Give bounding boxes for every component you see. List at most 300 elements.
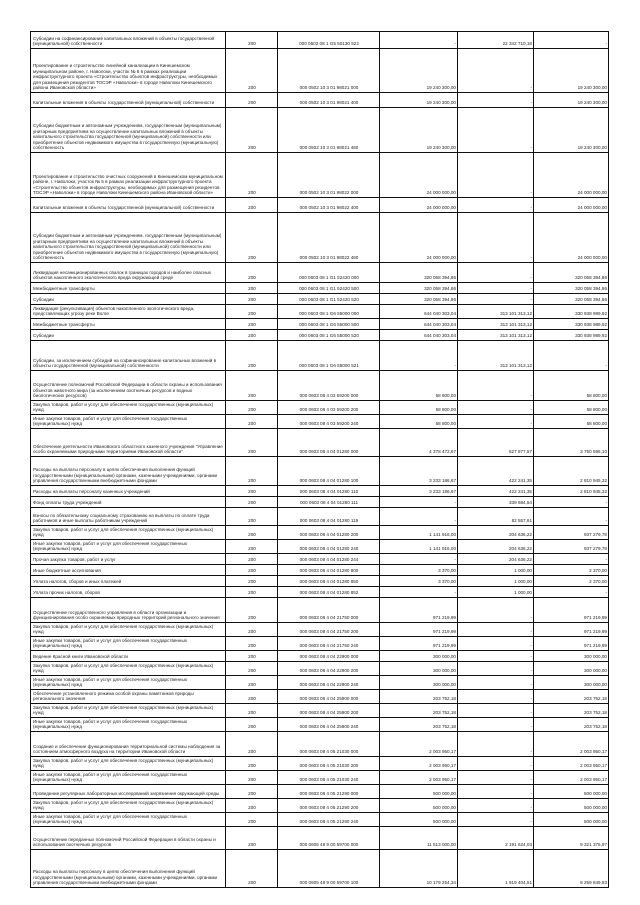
row-executed-amount: 313 101 313,12	[458, 319, 534, 330]
row-description: Расходы на выплаты персоналу в целях обеспечения выполнения функций государственными (муниципальными) органами, казенными учреждениями, органами управления государственными внебюджетными фондами	[31, 457, 226, 486]
row-budget-classification-code: 000 0603 08 4 04 01280 850	[278, 576, 380, 587]
row-description: Прочая закупка товаров, работ и услуг	[31, 554, 226, 565]
row-executed-amount: 204 636,22	[458, 540, 534, 554]
row-description: Закупка товаров, работ и услуг для обеспечения государственных (муниципальных) нужд	[31, 704, 226, 718]
row-description: Расходы на выплаты персоналу в целях обеспечения выполнения функций государственными (муниципальными) органами, казенными учреждениями, органами управления государственными внебюджетными фондами	[31, 850, 226, 888]
row-unexecuted-amount: 330 938 989,92	[534, 305, 609, 319]
table-row	[31, 108, 609, 153]
row-budget-classification-code: 000 0603 08 4 04 22900 000	[278, 651, 380, 662]
row-line-code: 200	[226, 850, 278, 888]
row-approved-amount: 971 219,99	[380, 598, 458, 623]
row-budget-classification-code: 000 0603 08 4 04 21750 200	[278, 623, 380, 637]
row-approved-amount: 644 040 303,04	[380, 330, 458, 341]
row-executed-amount: 1 919 404,51	[458, 850, 534, 888]
row-description: Иные закупки товаров, работ и услуг для обеспечения государственных (муниципальных) нужд	[31, 813, 226, 827]
row-budget-classification-code: 000 0603 08 1 G6 55000 500	[278, 319, 380, 330]
row-unexecuted-amount: -	[534, 554, 609, 565]
row-executed-amount: -	[458, 813, 534, 827]
row-executed-amount: -	[458, 49, 534, 93]
row-approved-amount: 644 040 303,04	[380, 319, 458, 330]
row-executed-amount: 204 636,22	[458, 554, 534, 565]
row-unexecuted-amount: 971 219,99	[534, 623, 609, 637]
row-description: Уплата налогов, сборов и иных платежей	[31, 576, 226, 587]
row-line-code: 200	[226, 429, 278, 457]
row-description: Ликвидация (рекультивация) объектов накопленного экологического вреда, представляющих угрозу реке Волге	[31, 305, 226, 319]
row-approved-amount: 24 000 000,00	[380, 153, 458, 198]
row-executed-amount: -	[458, 93, 534, 108]
table-row	[31, 93, 609, 108]
row-approved-amount: 203 752,18	[380, 704, 458, 718]
row-line-code: 200	[226, 526, 278, 540]
row-approved-amount: -	[380, 587, 458, 598]
row-approved-amount: 2 003 950,17	[380, 732, 458, 757]
row-line-code: 200	[226, 415, 278, 429]
row-line-code: 200	[226, 651, 278, 662]
row-executed-amount: 2 191 624,03	[458, 827, 534, 850]
row-approved-amount: 2 003 950,17	[380, 771, 458, 785]
row-approved-amount: -	[380, 508, 458, 526]
table-row	[31, 676, 609, 690]
table-row	[31, 598, 609, 623]
row-unexecuted-amount: 500 000,00	[534, 813, 609, 827]
row-unexecuted-amount: 2 370,00	[534, 576, 609, 587]
table-row	[31, 554, 609, 565]
row-line-code: 200	[226, 799, 278, 813]
row-unexecuted-amount: 330 938 989,92	[534, 319, 609, 330]
row-budget-classification-code: 000 0603 08 4 04 01280 800	[278, 565, 380, 576]
row-approved-amount: 3 370,00	[380, 576, 458, 587]
row-budget-classification-code: 000 0605 48 9 00 59700 100	[278, 850, 380, 888]
row-unexecuted-amount: -	[534, 587, 609, 598]
row-unexecuted-amount: 58 800,00	[534, 415, 609, 429]
row-description: Капитальные вложения в объекты государственной (муниципальной) собственности	[31, 198, 226, 213]
table-row	[31, 850, 609, 888]
row-budget-classification-code: 000 0603 08 4 04 25900 200	[278, 704, 380, 718]
row-approved-amount: 24 000 000,00	[380, 213, 458, 263]
row-line-code: 200	[226, 213, 278, 263]
table-row	[31, 497, 609, 508]
row-executed-amount: -	[458, 598, 534, 623]
row-unexecuted-amount: 937 279,78	[534, 526, 609, 540]
row-description: Иные закупки товаров, работ и услуг для обеспечения государственных (муниципальных) нужд	[31, 771, 226, 785]
table-row	[31, 371, 609, 401]
row-budget-classification-code: 000 0502 10 3 01 98021 000	[278, 49, 380, 93]
row-unexecuted-amount: 3 750 595,10	[534, 429, 609, 457]
row-unexecuted-amount: 2 003 950,17	[534, 732, 609, 757]
row-executed-amount: 422 241,35	[458, 457, 534, 486]
row-approved-amount: 19 240 300,00	[380, 108, 458, 153]
row-unexecuted-amount: -	[534, 508, 609, 526]
row-approved-amount: 58 800,00	[380, 401, 458, 415]
row-description: Иные бюджетные ассигнования	[31, 565, 226, 576]
row-description: Обеспечение установленного режима особой охраны памятников природы регионального значения	[31, 690, 226, 704]
table-row	[31, 757, 609, 771]
row-description: Капитальные вложения в объекты государственной (муниципальной) собственности	[31, 93, 226, 108]
row-description: Субсидии	[31, 330, 226, 341]
row-unexecuted-amount: 300 000,00	[534, 662, 609, 676]
row-description: Субсидии на софинансирование капитальных вложений в объекты государственной (муниципальной) собственности	[31, 32, 226, 49]
row-budget-classification-code: 000 0603 08 1 G1 52420 000	[278, 263, 380, 283]
row-description: Закупка товаров, работ и услуг для обеспечения государственных (муниципальных) нужд	[31, 401, 226, 415]
row-budget-classification-code: 000 0603 08 4 04 01280 119	[278, 508, 380, 526]
row-description: Межбюджетные трансферты	[31, 283, 226, 294]
row-executed-amount: 313 101 313,12	[458, 341, 534, 371]
row-approved-amount: 58 800,00	[380, 415, 458, 429]
row-executed-amount: -	[458, 213, 534, 263]
row-executed-amount: -	[458, 690, 534, 704]
row-unexecuted-amount: 300 000,00	[534, 651, 609, 662]
row-description: Уплата прочих налогов, сборов	[31, 587, 226, 598]
row-executed-amount: -	[458, 732, 534, 757]
row-budget-classification-code: 000 0603 08 1 G1 52420 520	[278, 294, 380, 305]
row-line-code: 200	[226, 587, 278, 598]
table-row	[31, 623, 609, 637]
row-description: Иные закупки товаров, работ и услуг для обеспечения государственных (муниципальных) нужд	[31, 415, 226, 429]
row-line-code: 200	[226, 732, 278, 757]
row-line-code: 200	[226, 108, 278, 153]
row-approved-amount: 500 000,00	[380, 813, 458, 827]
row-unexecuted-amount: 58 800,00	[534, 371, 609, 401]
row-unexecuted-amount: 203 752,18	[534, 704, 609, 718]
row-approved-amount: 320 058 394,86	[380, 294, 458, 305]
row-budget-classification-code: 000 0603 08 4 04 01280 200	[278, 526, 380, 540]
row-executed-amount: -	[458, 637, 534, 651]
table-row	[31, 813, 609, 827]
table-row	[31, 690, 609, 704]
row-unexecuted-amount: 19 240 300,00	[534, 93, 609, 108]
row-line-code: 200	[226, 153, 278, 198]
row-unexecuted-amount: 330 938 989,92	[534, 330, 609, 341]
row-description: Межбюджетные трансферты	[31, 319, 226, 330]
row-approved-amount: 11 513 000,00	[380, 827, 458, 850]
row-approved-amount: 3 370,00	[380, 565, 458, 576]
row-line-code: 200	[226, 704, 278, 718]
row-budget-classification-code: 000 0502 10 3 01 98022 000	[278, 153, 380, 198]
row-approved-amount: -	[380, 32, 458, 49]
row-unexecuted-amount: 8 259 849,83	[534, 850, 609, 888]
row-unexecuted-amount: 2 810 945,32	[534, 457, 609, 486]
row-approved-amount: 971 219,99	[380, 623, 458, 637]
row-budget-classification-code: 000 0603 08 4 04 22900 200	[278, 662, 380, 676]
row-description: Закупка товаров, работ и услуг для обеспечения государственных (муниципальных) нужд	[31, 757, 226, 771]
row-approved-amount: 300 000,00	[380, 651, 458, 662]
row-approved-amount: 2 003 950,17	[380, 757, 458, 771]
row-description: Создание и обеспечение функционирования территориальной системы наблюдения за состоянием атмосферного воздуха на территории Ивановской области	[31, 732, 226, 757]
row-budget-classification-code: 000 0603 08 4 04 22900 240	[278, 676, 380, 690]
row-line-code: 200	[226, 93, 278, 108]
row-executed-amount: -	[458, 263, 534, 283]
row-executed-amount: -	[458, 401, 534, 415]
row-unexecuted-amount: 2 003 950,17	[534, 757, 609, 771]
row-line-code: 200	[226, 576, 278, 587]
table-row	[31, 704, 609, 718]
row-unexecuted-amount: 203 752,18	[534, 718, 609, 732]
row-budget-classification-code: 000 0603 08 4 04 01280 100	[278, 457, 380, 486]
row-executed-amount: -	[458, 415, 534, 429]
row-executed-amount: -	[458, 799, 534, 813]
row-budget-classification-code: 000 0603 08 4 04 21750 000	[278, 598, 380, 623]
row-description: Закупка товаров, работ и услуг для обеспечения государственных (муниципальных) нужд	[31, 662, 226, 676]
row-unexecuted-amount: 2 370,00	[534, 565, 609, 576]
table-row	[31, 457, 609, 486]
row-description: Взносы по обязательному социальному страхованию на выплаты по оплате труда работников и иные выплаты работникам учреждений	[31, 508, 226, 526]
row-budget-classification-code: 000 0603 08 4 03 59200 240	[278, 415, 380, 429]
table-row	[31, 49, 609, 93]
row-executed-amount: -	[458, 623, 534, 637]
table-row	[31, 732, 609, 757]
row-executed-amount: -	[458, 771, 534, 785]
row-unexecuted-amount: 971 219,99	[534, 598, 609, 623]
row-budget-classification-code: 000 0603 08 1 G6 55000 000	[278, 305, 380, 319]
row-description: Иные закупки товаров, работ и услуг для обеспечения государственных (муниципальных) нужд	[31, 637, 226, 651]
row-executed-amount: 313 101 313,12	[458, 305, 534, 319]
row-budget-classification-code: 000 0603 08 4 04 01280 240	[278, 540, 380, 554]
row-executed-amount: 422 241,35	[458, 486, 534, 497]
row-line-code: 200	[226, 827, 278, 850]
row-line-code: 200	[226, 305, 278, 319]
row-budget-classification-code: 000 0603 08 4 05 21290 000	[278, 785, 380, 799]
row-approved-amount: 320 058 394,86	[380, 283, 458, 294]
row-unexecuted-amount: 320 058 394,86	[534, 283, 609, 294]
row-line-code: 200	[226, 294, 278, 305]
row-budget-classification-code: 000 0603 08 1 G1 52420 500	[278, 283, 380, 294]
row-description: Расходы на выплаты персоналу казенных учреждений	[31, 486, 226, 497]
table-row	[31, 662, 609, 676]
row-executed-amount: -	[458, 662, 534, 676]
row-line-code: 200	[226, 757, 278, 771]
row-executed-amount: -	[458, 108, 534, 153]
row-unexecuted-amount: 24 000 000,00	[534, 198, 609, 213]
row-description: Осуществление полномочий Российской Федерации в области охраны и использования объектов животного мира (за исключением охотничьих ресурсов и водных биологических ресурсов)	[31, 371, 226, 401]
row-executed-amount: 1 000,00	[458, 576, 534, 587]
row-line-code: 200	[226, 785, 278, 799]
row-approved-amount: -	[380, 554, 458, 565]
row-executed-amount: 313 101 313,12	[458, 330, 534, 341]
row-unexecuted-amount: 500 000,00	[534, 785, 609, 799]
row-executed-amount: -	[458, 198, 534, 213]
row-budget-classification-code: 000 0603 08 1 G6 55000 520	[278, 330, 380, 341]
row-line-code: 200	[226, 813, 278, 827]
row-budget-classification-code: 000 0603 08 4 05 21030 000	[278, 732, 380, 757]
row-description: Субсидии бюджетным и автономным учреждениям, государственным (муниципальным) унитарным предприятиям на осуществление капитальных вложений в объекты капитального строительства государственной (муниципальной) собственности или приобретение объектов недвижимого имущества в государственную (муниципальную) собственность	[31, 108, 226, 153]
table-row	[31, 198, 609, 213]
table-row	[31, 526, 609, 540]
row-description: Субсидии бюджетным и автономным учреждениям, государственным (муниципальным) унитарным предприятиям на осуществление капитальных вложений в объекты капитального строительства государственной (муниципальной) собственности или приобретение объектов недвижимого имущества в государственную (муниципальную) собственность	[31, 213, 226, 263]
row-line-code: 200	[226, 554, 278, 565]
row-executed-amount: -	[458, 676, 534, 690]
row-line-code: 200	[226, 371, 278, 401]
row-description: Иные закупки товаров, работ и услуг для обеспечения государственных (муниципальных) нужд	[31, 676, 226, 690]
row-approved-amount: 1 141 916,00	[380, 540, 458, 554]
row-description: Закупка товаров, работ и услуг для обеспечения государственных (муниципальных) нужд	[31, 623, 226, 637]
row-description: Проведение регулярных лабораторных исследований загрязнения окружающей среды	[31, 785, 226, 799]
row-description: Осуществление государственного управления в области организации и функционирования особо охраняемых природных территорий регионального значения	[31, 598, 226, 623]
row-line-code: 200	[226, 263, 278, 283]
row-line-code: 200	[226, 718, 278, 732]
table-row	[31, 401, 609, 415]
row-description: Проектирование и строительство очистных сооружений в Кинешемском муниципальном районе, г. Наволоки, участок № 5 в рамках реализации инфраструктурного проекта «Строительство объектов инфраструктуры, необходимых для размещения резидентов ТОСЭР «Наволоки» в городе Наволоки Кинешемского района Ивановской области»	[31, 153, 226, 198]
row-line-code: 200	[226, 508, 278, 526]
row-unexecuted-amount: -	[534, 32, 609, 49]
table-row	[31, 508, 609, 526]
row-executed-amount: 627 877,57	[458, 429, 534, 457]
row-budget-classification-code: 000 0603 08 4 03 59200 200	[278, 401, 380, 415]
row-unexecuted-amount: 937 279,78	[534, 540, 609, 554]
row-budget-classification-code: 000 0603 08 4 05 21030 240	[278, 771, 380, 785]
row-approved-amount: 58 800,00	[380, 371, 458, 401]
row-line-code: 200	[226, 540, 278, 554]
row-unexecuted-amount: 203 752,18	[534, 690, 609, 704]
row-approved-amount: 500 000,00	[380, 799, 458, 813]
row-approved-amount: 3 233 186,67	[380, 486, 458, 497]
row-approved-amount: 971 219,99	[380, 637, 458, 651]
row-approved-amount: 10 179 254,34	[380, 850, 458, 888]
table-row	[31, 330, 609, 341]
row-unexecuted-amount: 2 810 945,32	[534, 486, 609, 497]
row-unexecuted-amount: 320 058 394,86	[534, 294, 609, 305]
row-executed-amount: -	[458, 757, 534, 771]
row-unexecuted-amount: 2 003 950,17	[534, 771, 609, 785]
row-line-code: 200	[226, 497, 278, 508]
row-approved-amount: 500 000,00	[380, 785, 458, 799]
row-line-code: 200	[226, 401, 278, 415]
row-budget-classification-code: 000 0603 08 4 04 25900 240	[278, 718, 380, 732]
row-line-code: 200	[226, 676, 278, 690]
row-unexecuted-amount: 19 240 300,00	[534, 108, 609, 153]
row-line-code: 200	[226, 771, 278, 785]
row-line-code: 200	[226, 198, 278, 213]
budget-execution-table	[30, 31, 609, 888]
row-line-code: 200	[226, 637, 278, 651]
row-approved-amount: 3 233 186,67	[380, 457, 458, 486]
row-budget-classification-code: 000 0603 08 4 04 25900 000	[278, 690, 380, 704]
table-row	[31, 213, 609, 263]
row-budget-classification-code: 000 0603 08 4 04 01280 110	[278, 486, 380, 497]
row-approved-amount: 1 141 916,00	[380, 526, 458, 540]
row-executed-amount: -	[458, 153, 534, 198]
row-approved-amount: 4 378 472,67	[380, 429, 458, 457]
table-row	[31, 587, 609, 598]
row-approved-amount: 644 040 303,04	[380, 305, 458, 319]
row-budget-classification-code: 000 0603 08 1 G6 55000 521	[278, 341, 380, 371]
row-unexecuted-amount: -	[534, 497, 609, 508]
row-description: Осуществление переданных полномочий Российской Федерации в области охраны и использования охотничьих ресурсов	[31, 827, 226, 850]
row-line-code: 200	[226, 486, 278, 497]
row-budget-classification-code: 000 0603 08 4 04 01280 852	[278, 587, 380, 598]
row-executed-amount: 1 000,00	[458, 565, 534, 576]
table-body	[31, 32, 609, 888]
row-budget-classification-code: 000 0502 10 3 01 98022 400	[278, 198, 380, 213]
row-line-code: 200	[226, 319, 278, 330]
row-unexecuted-amount: -	[534, 341, 609, 371]
row-description: Иные закупки товаров, работ и услуг для обеспечения государственных (муниципальных) нужд	[31, 540, 226, 554]
row-executed-amount: -	[458, 704, 534, 718]
row-budget-classification-code: 000 0603 08 4 04 01280 244	[278, 554, 380, 565]
table-row	[31, 827, 609, 850]
row-budget-classification-code: 000 0603 08 4 03 59200 000	[278, 371, 380, 401]
table-row	[31, 263, 609, 283]
row-budget-classification-code: 000 0603 08 4 04 01280 000	[278, 429, 380, 457]
row-budget-classification-code: 000 0502 10 3 01 98021 460	[278, 108, 380, 153]
row-budget-classification-code: 000 0603 08 4 05 21290 200	[278, 799, 380, 813]
row-approved-amount: 24 000 000,00	[380, 198, 458, 213]
row-line-code: 200	[226, 283, 278, 294]
table-row	[31, 486, 609, 497]
row-unexecuted-amount: 971 219,99	[534, 637, 609, 651]
row-approved-amount: 19 240 300,00	[380, 93, 458, 108]
row-executed-amount: -	[458, 294, 534, 305]
row-description: Ликвидация несанкционированных свалок в границах городов и наиболее опасных объектов накопленного экологического вреда окружающей среде	[31, 263, 226, 283]
row-approved-amount: 300 000,00	[380, 676, 458, 690]
row-executed-amount: -	[458, 651, 534, 662]
row-description: Фонд оплаты труда учреждений	[31, 497, 226, 508]
row-executed-amount: -	[458, 283, 534, 294]
row-approved-amount: -	[380, 497, 458, 508]
row-executed-amount: 22 342 710,18	[458, 32, 534, 49]
row-description: Проектирование и строительство линейной канализации в Кинешемском муниципальном районе, г. Наволоки, участок № 6 в рамках реализации инфраструктурного проекта «Строительство объектов инфраструктуры, необходимых для размещения резидентов ТОСЭР «Наволоки» в городе Наволоки Кинешемского района Ивановской области»	[31, 49, 226, 93]
row-unexecuted-amount: 24 000 000,00	[534, 153, 609, 198]
row-budget-classification-code: 000 0603 08 4 04 21750 240	[278, 637, 380, 651]
row-budget-classification-code: 000 0605 48 9 00 59700 000	[278, 827, 380, 850]
table-row	[31, 319, 609, 330]
table-row	[31, 718, 609, 732]
row-line-code: 200	[226, 341, 278, 371]
row-budget-classification-code: 000 0502 10 3 01 98022 460	[278, 213, 380, 263]
table-row	[31, 153, 609, 198]
table-row	[31, 576, 609, 587]
row-description: Субсидии, за исключением субсидий на софинансирование капитальных вложений в объекты государственной (муниципальной) собственности	[31, 341, 226, 371]
table-row	[31, 565, 609, 576]
row-budget-classification-code: 000 0603 08 4 05 21290 240	[278, 813, 380, 827]
row-line-code: 200	[226, 690, 278, 704]
row-description: Обеспечение деятельности Ивановского областного казенного учреждения "Управление особо охраняемыми природными территориями Ивановской области"	[31, 429, 226, 457]
row-line-code: 200	[226, 49, 278, 93]
row-unexecuted-amount: 9 321 375,97	[534, 827, 609, 850]
row-approved-amount: 203 752,18	[380, 718, 458, 732]
table-row	[31, 283, 609, 294]
row-approved-amount: 320 058 394,86	[380, 263, 458, 283]
row-executed-amount: -	[458, 371, 534, 401]
row-description: Закупка товаров, работ и услуг для обеспечения государственных (муниципальных) нужд	[31, 526, 226, 540]
table-row	[31, 637, 609, 651]
row-unexecuted-amount: 19 240 300,00	[534, 49, 609, 93]
table-row	[31, 32, 609, 49]
row-unexecuted-amount: 24 000 000,00	[534, 213, 609, 263]
row-executed-amount: 339 684,54	[458, 497, 534, 508]
table-row	[31, 294, 609, 305]
row-unexecuted-amount: 58 800,00	[534, 401, 609, 415]
row-executed-amount: -	[458, 718, 534, 732]
row-description: Ведение Красной книги Ивановской области	[31, 651, 226, 662]
row-unexecuted-amount: 500 000,00	[534, 799, 609, 813]
row-budget-classification-code: 000 0603 08 4 05 21030 200	[278, 757, 380, 771]
row-budget-classification-code: 000 0502 10 3 01 98021 400	[278, 93, 380, 108]
table-row	[31, 540, 609, 554]
row-budget-classification-code: 000 0502 08 1 G5 50130 522	[278, 32, 380, 49]
row-line-code: 200	[226, 330, 278, 341]
row-line-code: 200	[226, 565, 278, 576]
row-line-code: 200	[226, 32, 278, 49]
row-line-code: 200	[226, 662, 278, 676]
row-unexecuted-amount: 300 000,00	[534, 676, 609, 690]
row-approved-amount: -	[380, 341, 458, 371]
table-row	[31, 415, 609, 429]
row-description: Иные закупки товаров, работ и услуг для обеспечения государственных (муниципальных) нужд	[31, 718, 226, 732]
row-line-code: 200	[226, 623, 278, 637]
table-row	[31, 785, 609, 799]
row-approved-amount: 203 752,18	[380, 690, 458, 704]
row-approved-amount: 300 000,00	[380, 662, 458, 676]
